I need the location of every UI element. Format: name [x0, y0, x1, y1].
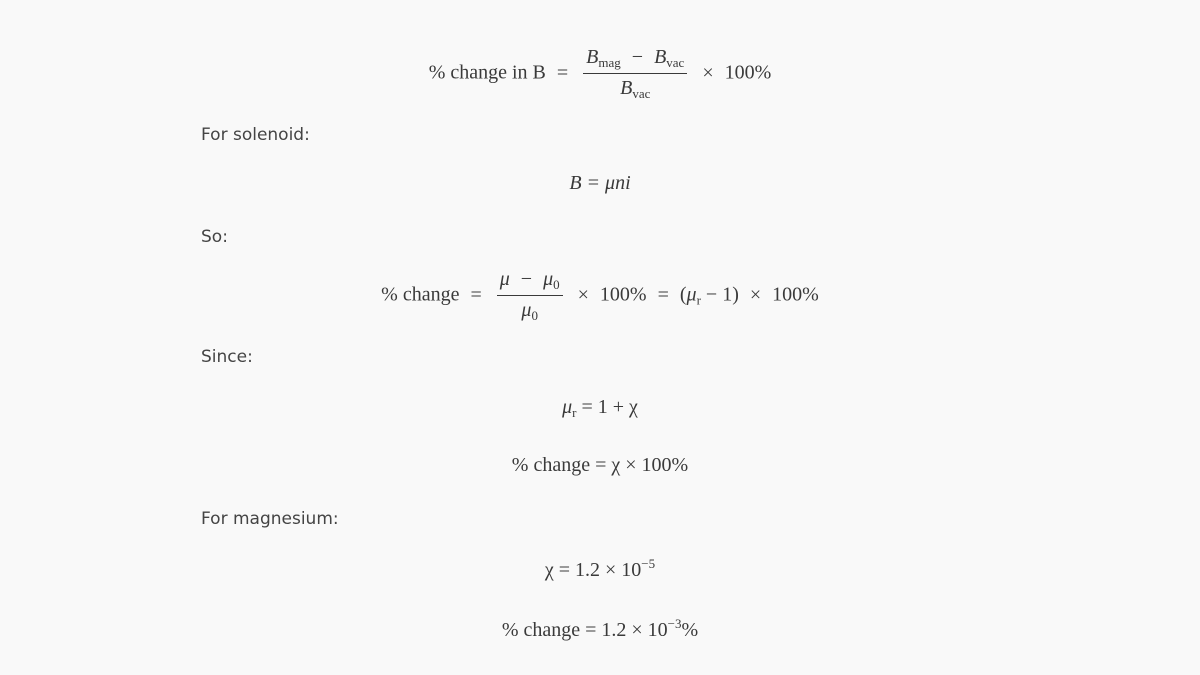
- equation-percent-change-chi: % change = χ × 100%: [511, 454, 689, 476]
- eq3-fraction: $\frac{\mu - \mu_0}{\mu_0}$: [497, 268, 563, 324]
- paragraph-so: So:: [201, 227, 228, 247]
- paragraph-for-solenoid: For solenoid:: [201, 125, 310, 145]
- equation-percent-change-mu: % change = $\frac{\mu - \mu_0}{\mu_0}$ × $100\% = (\mu_r - 1) \times 100\%$: [381, 268, 819, 323]
- equation-mu-r: $\mu_r = 1 + \chi$: [562, 396, 638, 420]
- paragraph-for-magnesium: For magnesium:: [201, 509, 339, 529]
- equation-solenoid-field: B = μni: [569, 172, 631, 194]
- eq1-lhs: % change in B: [428, 61, 546, 84]
- paragraph-since: Since:: [201, 347, 253, 367]
- eq1-tail: 100%: [724, 61, 772, 84]
- equation-percent-change-result: % change = $1.2 \times 10^{-3}\%$: [501, 616, 699, 641]
- equation-percent-change-definition: % change in B = $\frac{B_{mag} - B_{vac}}{B_{vac}}$ × 100%: [428, 46, 772, 101]
- eq1-fraction: $\frac{B_{mag} - B_{vac}}{B_{vac}}$: [583, 46, 687, 102]
- equation-chi-value: $\chi = 1.2 \times 10^{-5}$: [544, 556, 656, 581]
